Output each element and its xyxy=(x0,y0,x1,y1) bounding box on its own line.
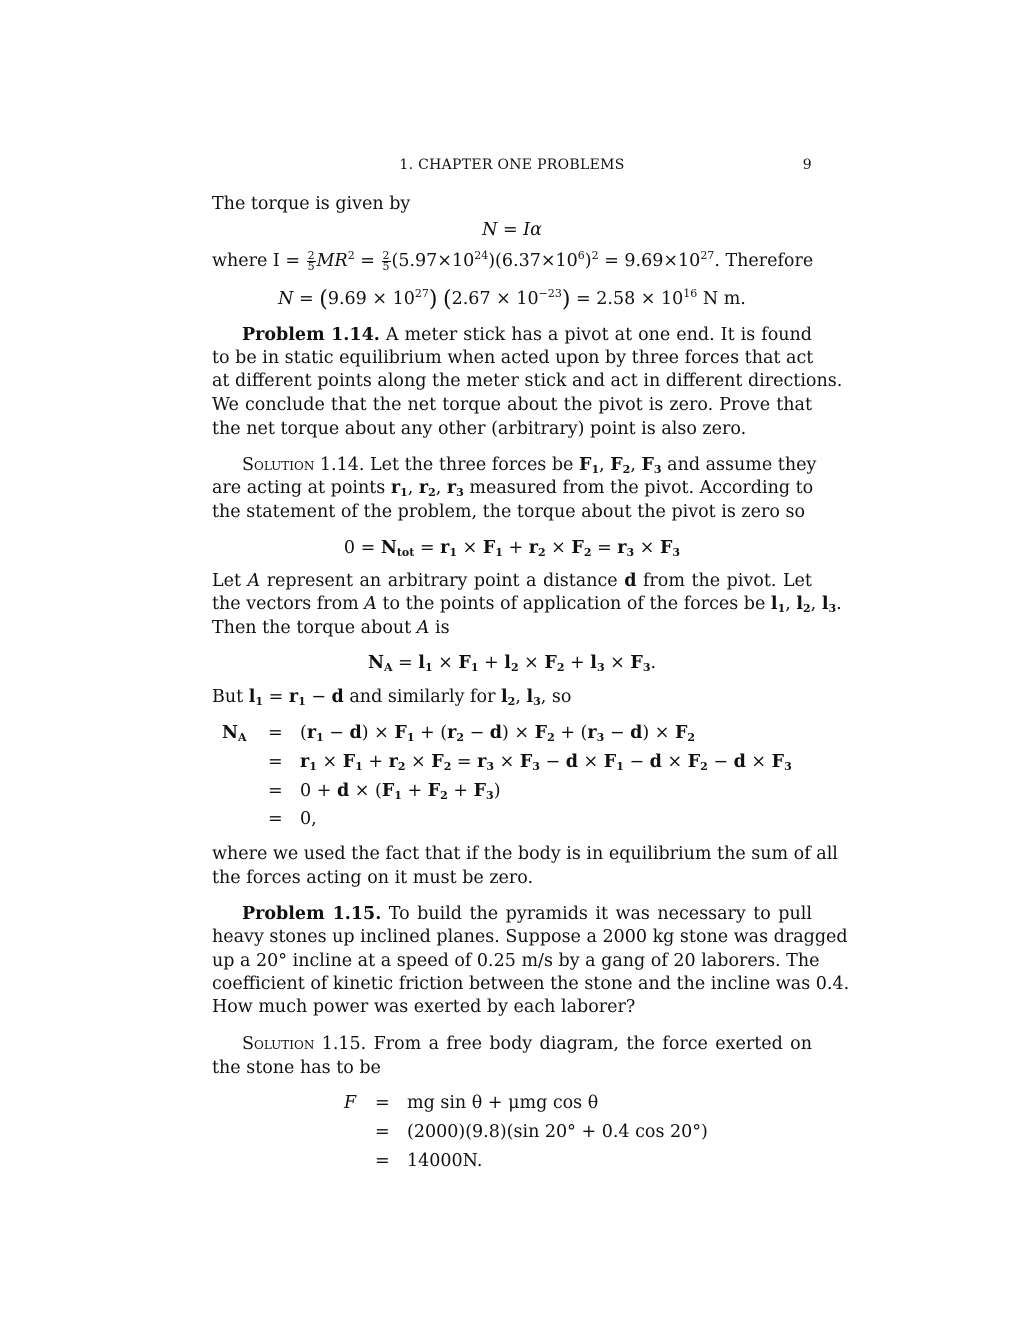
problem-label: Problem 1.15. xyxy=(242,904,382,924)
solution-1-15-line-1: Solution 1.15. From a free body diagram, the force exerted on xyxy=(242,1034,812,1054)
page-number: 9 xyxy=(802,157,812,173)
solution-1-14-line-1: Solution 1.14. Let the three forces be $F_1$, $F_2$, $F_3$ and assume they xyxy=(242,455,817,476)
force-row-1: mg sin θ + μmg cos θ xyxy=(407,1093,599,1113)
derivation-row-4: 0, xyxy=(300,809,317,829)
problem-1-14-line-3: at different points along the meter stick and act in different directions. xyxy=(212,371,843,391)
problem-1-14-line-5: the net torque about any other (arbitrary) point is also zero. xyxy=(212,419,747,439)
problem-1-15-line-4: coefficient of kinetic friction between the stone and the incline was 0.4. xyxy=(212,974,850,994)
running-header xyxy=(212,157,812,177)
fraction: $\frac{2}{5}$ xyxy=(307,249,315,273)
torque-about-a-equation: $N_A = l_1 \times F_1 + l_2 \times F_2 + l_3 \times F_3$. xyxy=(367,653,657,674)
fraction: $\frac{2}{5}$ xyxy=(382,249,390,273)
problem-1-14-line-4: We conclude that the net torque about the pivot is zero. Prove that xyxy=(212,395,812,415)
derivation-row-2: $r_1 \times F_1 + r_2 \times F_2 = r_3 \times F_3 - d \times F_1 - d \times F_2 - d \times F_3$ xyxy=(300,752,792,773)
solution-1-15-line-2: the stone has to be xyxy=(212,1058,381,1078)
derivation-lhs: $N_A$ xyxy=(222,723,247,744)
net-torque-equation: $0 = N_{tot} = r_1 \times F_1 + r_2 \times F_2 = r_3 \times F_3$ xyxy=(343,538,681,559)
problem-1-14-line-1: Problem 1.14. A meter stick has a pivot at one end. It is found xyxy=(242,325,812,345)
problem-1-15-line-1: Problem 1.15. To build the pyramids it was necessary to pull xyxy=(242,904,812,924)
problem-1-15-line-3: up a 20° incline at a speed of 0.25 m/s by a gang of 20 laborers. The xyxy=(212,951,820,971)
torque-equation: N = Iα xyxy=(482,220,542,240)
but-line: But $l_1 = r_1 - d$ and similarly for $l_2$, $l_3$, so xyxy=(212,687,572,708)
derivation-row-3: $0 + d \times (F_1 + F_2 + F_3)$ xyxy=(300,781,501,802)
solution-1-14-line-3: the statement of the problem, the torque about the pivot is zero so xyxy=(212,502,805,522)
arbitrary-point-line-2: the vectors from A to the points of application of the forces be $l_1$, $l_2$, $l_3$. xyxy=(212,594,842,615)
arbitrary-point-line-1: Let A represent an arbitrary point a distance d from the pivot. Let xyxy=(212,571,812,591)
problem-label: Problem 1.14. xyxy=(242,325,380,345)
moment-of-inertia-line: where I = $\frac{2}{5}$ $MR^2$ = $\frac{2}{5}$ $(5.97\times 10^{24})(6.37\times 10^6)^2 = 9.69\times 10^{27}$. Therefore xyxy=(212,249,814,273)
arbitrary-point-line-3: Then the torque about A is xyxy=(212,618,450,638)
force-row-2: (2000)(9.8)(sin 20° + 0.4 cos 20°) xyxy=(407,1122,708,1142)
problem-1-15-line-5: How much power was exerted by each laborer? xyxy=(212,997,636,1017)
conclusion-line-1: where we used the fact that if the body is in equilibrium the sum of all xyxy=(212,844,838,864)
conclusion-line-2: the forces acting on it must be zero. xyxy=(212,868,534,888)
force-lhs: F xyxy=(344,1093,357,1113)
problem-1-14-line-2: to be in static equilibrium when acted upon by three forces that act xyxy=(212,348,814,368)
torque-result-equation: $N = (9.69 \times 10^{27})$ $(2.67 \times 10^{-23}) = 2.58 \times 10^{16}$ N m. xyxy=(278,287,746,312)
solution-1-14-line-2: are acting at points $r_1$, $r_2$, $r_3$ measured from the pivot. According to xyxy=(212,478,814,499)
derivation-row-1: $(r_1 - d) \times F_1 + (r_2 - d) \times F_2 + (r_3 - d) \times F_2$ xyxy=(300,723,696,744)
problem-1-15-line-2: heavy stones up inclined planes. Suppose a 2000 kg stone was dragged xyxy=(212,927,848,947)
force-row-3: 14000N. xyxy=(407,1151,483,1171)
torque-intro: The torque is given by xyxy=(212,194,411,214)
chapter-title: 1. CHAPTER ONE PROBLEMS xyxy=(399,157,625,173)
